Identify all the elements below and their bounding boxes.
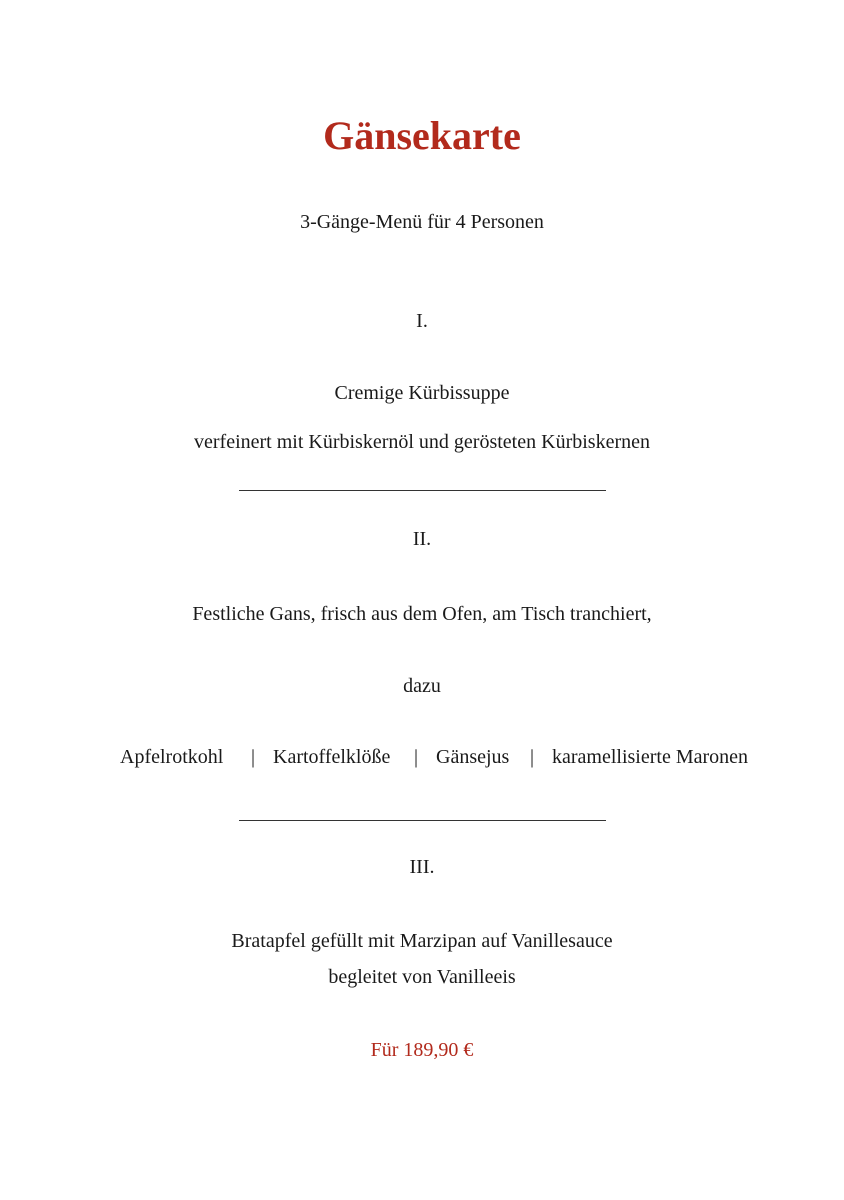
- side-dish: Kartoffelklöße: [273, 746, 391, 768]
- side-dish: Gänsejus: [436, 746, 510, 768]
- course-3-description: begleitet von Vanilleeis: [328, 966, 516, 988]
- course-2-dish: Festliche Gans, frisch aus dem Ofen, am Tisch tranchiert,: [192, 603, 652, 625]
- course-1-numeral: I.: [416, 310, 428, 332]
- course-1-dish: Cremige Kürbissuppe: [334, 382, 510, 404]
- side-dish-separator: |: [251, 746, 256, 768]
- course-3-numeral: III.: [409, 856, 435, 878]
- course-3-dish: Bratapfel gefüllt mit Marzipan auf Vanillesauce: [231, 930, 613, 952]
- course-1-description: verfeinert mit Kürbiskernöl und gerösteten Kürbiskernen: [194, 431, 650, 453]
- menu-subtitle: 3-Gänge-Menü für 4 Personen: [300, 211, 544, 233]
- course-2-connector: dazu: [403, 675, 441, 697]
- side-dish-separator: |: [530, 746, 535, 768]
- side-dish-separator: |: [414, 746, 419, 768]
- course-divider: [239, 820, 606, 821]
- menu-price: Für 189,90 €: [370, 1039, 474, 1061]
- side-dish: Apfelrotkohl: [120, 746, 224, 768]
- side-dish: karamellisierte Maronen: [552, 746, 749, 768]
- menu-title: Gänsekarte: [323, 113, 521, 158]
- course-2-numeral: II.: [412, 528, 432, 550]
- course-divider: [239, 490, 606, 491]
